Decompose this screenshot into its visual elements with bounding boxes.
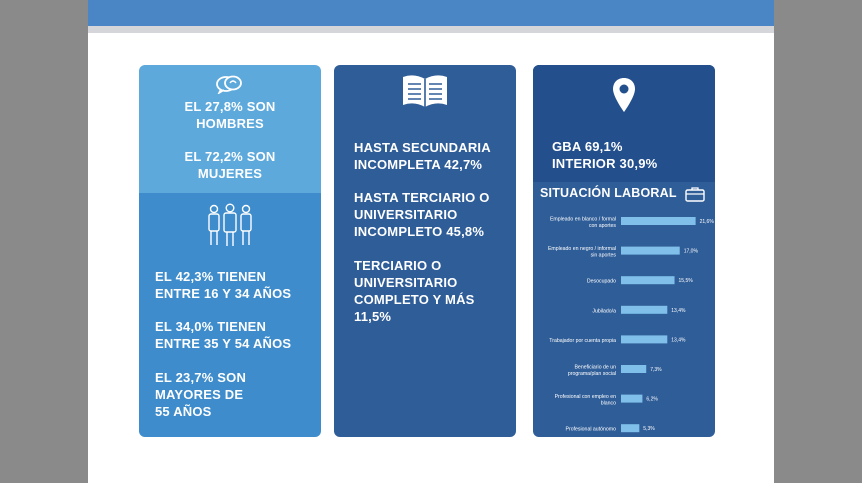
age-1-line-1: EL 42,3% TIENEN <box>155 269 267 284</box>
age-35-54-stat <box>155 318 291 352</box>
women-line-2: MUJERES <box>197 166 263 181</box>
category-label: Empleado en blanco / formal <box>549 216 616 223</box>
edu-3-line-1: TERCIARIO O <box>354 258 442 273</box>
age-3-line-3: 55 AÑOS <box>155 404 212 419</box>
men-line-1: EL 27,8% SON <box>184 99 276 114</box>
bar <box>621 365 646 373</box>
bar <box>621 306 667 314</box>
edu-3-line-3: COMPLETO Y MÁS <box>354 292 475 307</box>
women-line-1: EL 72,2% SON <box>184 149 276 164</box>
value-label: 15,5% <box>678 278 693 285</box>
value-label: 5,3% <box>643 426 655 433</box>
education-tertiary-complete-stat <box>354 257 475 325</box>
value-label: 17,0% <box>683 248 698 255</box>
gender-panel <box>139 65 321 193</box>
bar <box>621 335 667 343</box>
employment-chart <box>533 205 715 437</box>
region-stat <box>552 138 657 172</box>
category-label: Profesional autónomo <box>565 426 616 433</box>
age-2-line-2: ENTRE 35 Y 54 AÑOS <box>155 336 292 351</box>
age-2-line-1: EL 34,0% TIENEN <box>155 319 267 334</box>
demographics-card <box>139 65 321 437</box>
book-icon <box>400 73 450 111</box>
age-55-plus-stat <box>155 369 246 420</box>
edu-2-line-1: HASTA TERCIARIO O <box>354 190 490 205</box>
value-label: 6,2% <box>646 396 658 403</box>
category-label: Desocupado <box>586 278 616 285</box>
slide <box>88 0 774 483</box>
men-line-2: HOMBRES <box>196 116 264 131</box>
value-label: 13,4% <box>671 337 686 344</box>
category-label: Beneficiario de un <box>574 364 616 371</box>
category-label: Trabajador por cuenta propia <box>549 337 616 344</box>
value-label: 21,6% <box>699 219 714 225</box>
category-label: Profesional con empleo en <box>554 393 616 400</box>
category-label: sin aportes <box>590 252 616 259</box>
value-label: 7,3% <box>650 367 662 373</box>
edu-2-line-3: INCOMPLETO 45,8% <box>354 224 485 239</box>
edu-1-line-1: HASTA SECUNDARIA <box>354 140 491 155</box>
bar <box>621 395 642 403</box>
map-pin-icon <box>612 77 636 113</box>
edu-3-line-2: UNIVERSITARIO <box>354 275 458 290</box>
category-label: con aportes <box>588 222 616 229</box>
category-label: blanco <box>600 400 616 407</box>
age-1-line-2: ENTRE 16 Y 34 AÑOS <box>155 286 292 301</box>
header-band <box>88 0 774 26</box>
women-stat <box>139 148 321 182</box>
category-label: programa/plan social <box>567 370 616 377</box>
bar <box>621 217 696 225</box>
header-divider <box>88 26 774 33</box>
education-card <box>334 65 516 437</box>
edu-2-line-2: UNIVERSITARIO <box>354 207 458 222</box>
age-16-34-stat <box>155 268 291 302</box>
edu-3-line-4: 11,5% <box>354 309 392 324</box>
education-tertiary-incomplete-stat <box>354 189 490 240</box>
men-stat <box>139 98 321 132</box>
chart-title: SITUACIÓN LABORAL <box>540 186 677 200</box>
category-label: Empleado en negro / informal <box>547 245 616 252</box>
bar <box>621 247 680 255</box>
bar <box>621 276 675 284</box>
age-3-line-2: MAYORES DE <box>155 387 244 402</box>
gba-stat: GBA 69,1% <box>552 139 623 154</box>
category-label: Jubilado/a <box>592 308 616 315</box>
value-label: 13,4% <box>671 307 686 314</box>
age-panel <box>139 193 321 437</box>
education-secondary-stat <box>354 139 491 173</box>
edu-1-line-2: INCOMPLETA 42,7% <box>354 157 483 172</box>
interior-stat: INTERIOR 30,9% <box>552 156 658 171</box>
briefcase-icon <box>685 186 705 202</box>
bar <box>621 424 639 432</box>
people-icon <box>205 203 255 247</box>
region-panel <box>533 65 715 182</box>
age-3-line-1: EL 23,7% SON <box>155 370 247 385</box>
chat-bubbles-icon <box>215 74 243 94</box>
region-employment-card <box>533 65 715 437</box>
